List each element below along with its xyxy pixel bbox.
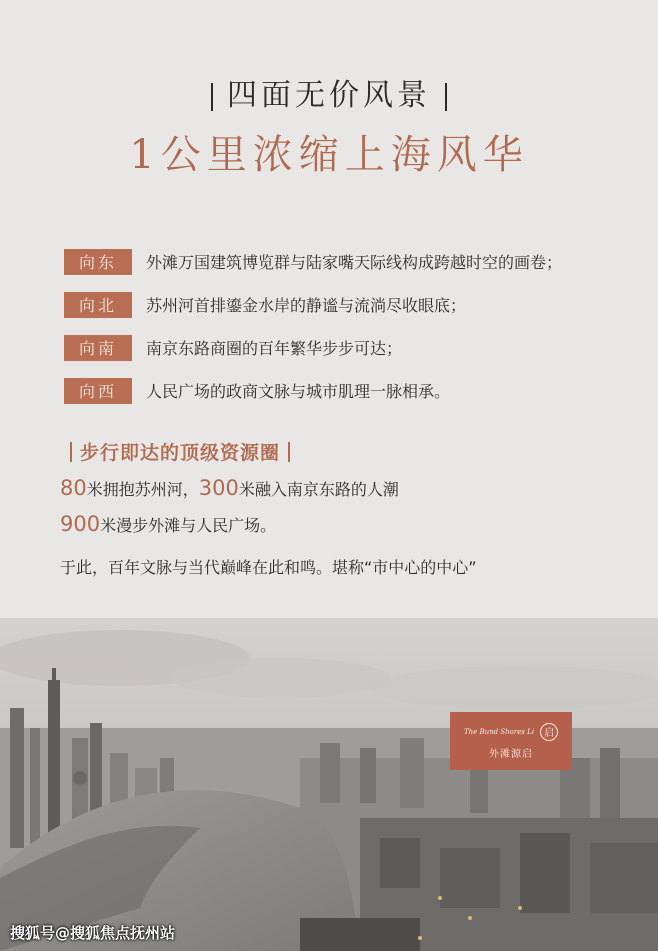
title-bar-right [445, 83, 447, 111]
direction-text: 南京东路商圈的百年繁华步步可达； [146, 339, 403, 358]
direction-item-east [64, 240, 644, 283]
badge-logo-icon: 启 [540, 723, 558, 741]
badge-chinese: 外滩源启 [489, 748, 533, 760]
distance-line-1 [60, 476, 399, 500]
skyline-illustration [0, 618, 658, 951]
title-line-2: 1公里浓缩上海风华 [129, 132, 529, 178]
direction-text: 苏州河首排鎏金水岸的静谧与流淌尽收眼底； [146, 296, 467, 315]
badge-english: The Bund Shores Li [463, 727, 535, 736]
project-badge [450, 712, 572, 770]
distance-text: 米拥抱苏州河， [86, 480, 199, 499]
closing-line: 于此，百年文脉与当代巅峰在此和鸣。堪称“市中心的中心” [60, 558, 477, 577]
title-line-1-text: 四面无价风景 [227, 78, 431, 113]
distance-number: 900 [60, 512, 101, 536]
direction-list [64, 240, 644, 412]
title-line-1 [0, 70, 658, 114]
city-skyline-photo [0, 618, 658, 951]
distance-text: 米融入南京东路的人潮 [238, 480, 399, 499]
direction-tag: 向南 [64, 335, 132, 361]
distance-number: 80 [60, 476, 87, 500]
section-heading-text: 步行即达的顶级资源圈 [80, 442, 281, 464]
direction-item-north [64, 283, 644, 326]
direction-item-south [64, 326, 644, 369]
direction-text: 外滩万国建筑博览群与陆家嘴天际线构成跨越时空的画卷； [146, 253, 563, 272]
title-bar-left [211, 83, 213, 111]
watermark-text: 搜狐号@搜狐焦点抚州站 [10, 924, 176, 942]
heading-bar-right [288, 442, 290, 462]
direction-tag: 向西 [64, 378, 132, 404]
badge-top-row [464, 723, 558, 741]
distance-text: 米漫步外滩与人民广场。 [100, 516, 277, 535]
section-heading [62, 438, 298, 465]
direction-item-west [64, 369, 644, 412]
direction-tag: 向东 [64, 249, 132, 275]
distance-number: 300 [198, 476, 239, 500]
heading-bar-left [70, 442, 72, 462]
direction-tag: 向北 [64, 292, 132, 318]
direction-text: 人民广场的政商文脉与城市肌理一脉相承。 [146, 382, 451, 401]
distance-line-2 [60, 512, 276, 536]
